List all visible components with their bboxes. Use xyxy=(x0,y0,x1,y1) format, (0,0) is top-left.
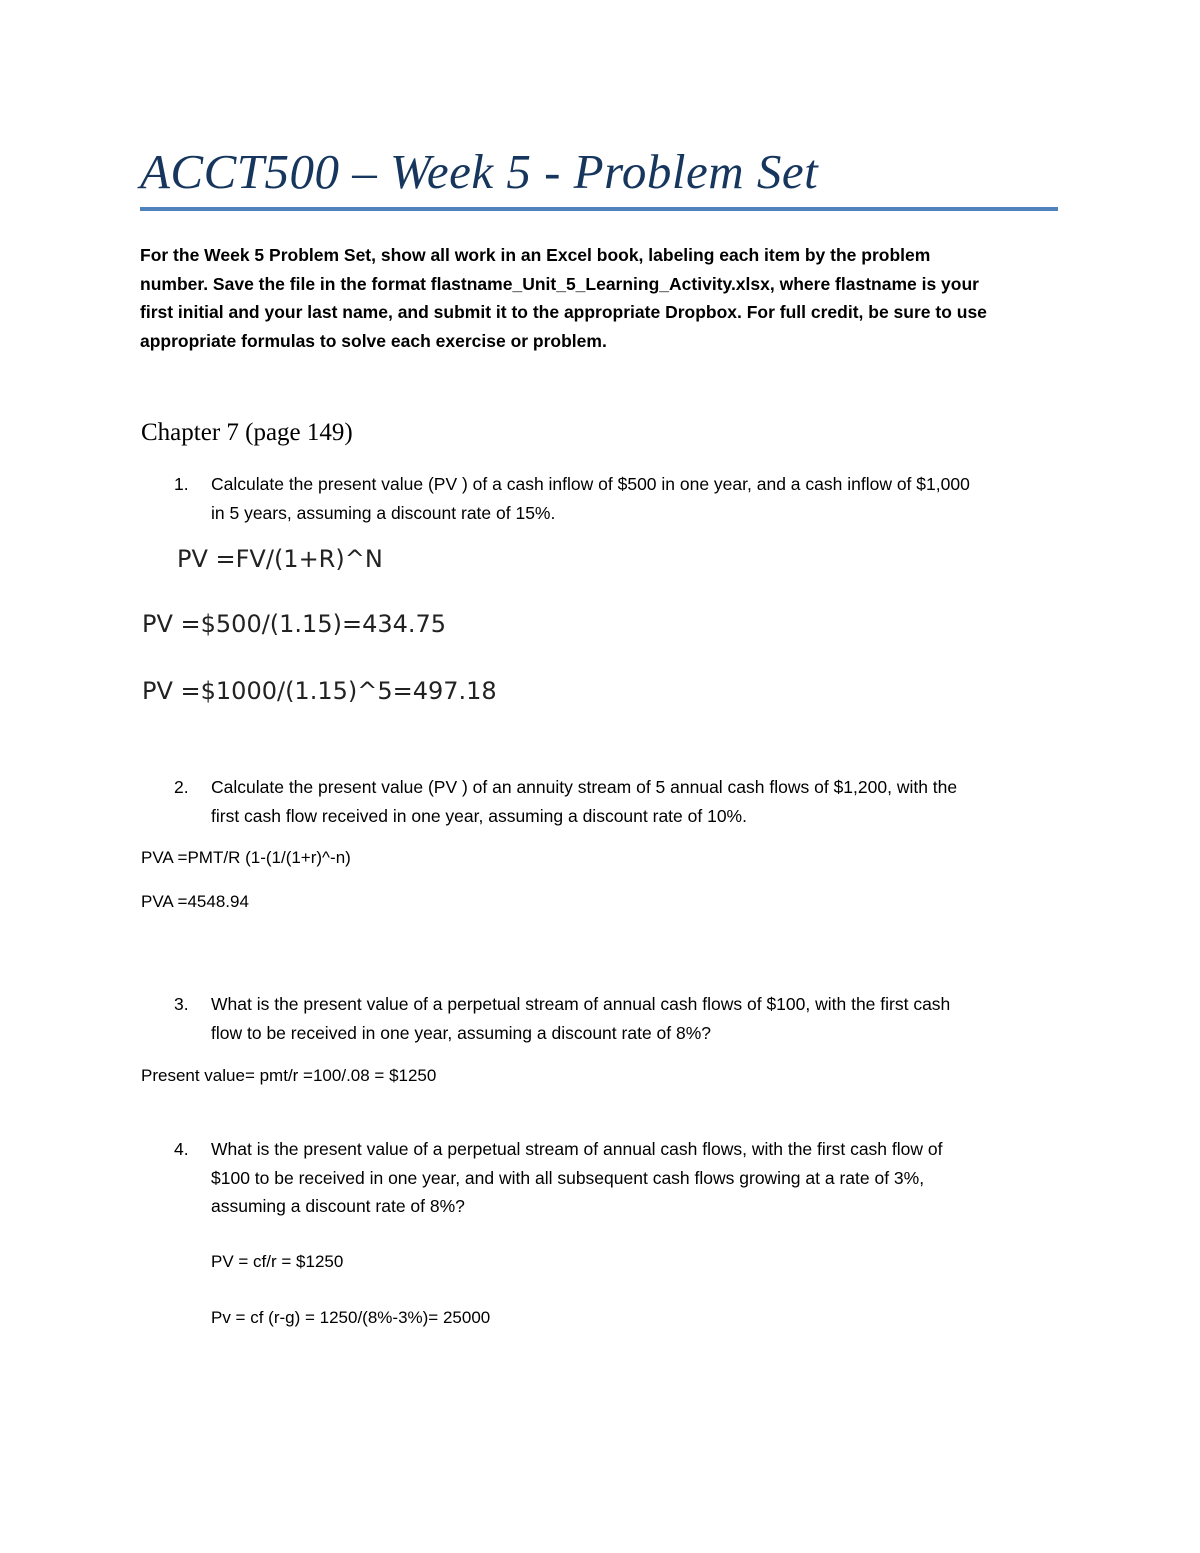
intro-line: first initial and your last name, and submit it to the appropriate Dropbox. For full credit, be sure to use xyxy=(140,302,987,322)
answer-line: PVA =4548.94 xyxy=(141,892,249,911)
question-text xyxy=(211,990,950,1047)
question-line: assuming a discount rate of 8%? xyxy=(211,1196,465,1216)
answer-line: PV =$1000/(1.15)^5=497.18 xyxy=(142,677,497,705)
question-line: $100 to be received in one year, and with all subsequent cash flows growing at a rate of 3%, xyxy=(211,1167,925,1188)
question-line: first cash flow received in one year, assuming a discount rate of 10%. xyxy=(211,805,747,826)
answer-line: PV =$500/(1.15)=434.75 xyxy=(142,610,447,638)
document-title: ACCT500 – Week 5 - Problem Set xyxy=(140,144,819,199)
question-number: 3. xyxy=(174,994,189,1014)
question-text xyxy=(211,1135,942,1221)
question-text xyxy=(211,773,957,830)
question-line: flow to be received in one year, assuming a discount rate of 8%? xyxy=(211,1022,712,1043)
intro-paragraph xyxy=(140,241,1070,355)
question-line: Calculate the present value (PV ) of an annuity stream of 5 annual cash flows of $1,200, with the xyxy=(211,777,958,797)
intro-line: number. Save the file in the format flastname_Unit_5_Learning_Activity.xlsx, where flastname is your xyxy=(140,273,979,294)
chapter-heading: Chapter 7 (page 149) xyxy=(141,419,353,446)
question-number: 4. xyxy=(174,1139,189,1159)
question-line: in 5 years, assuming a discount rate of 15%. xyxy=(211,502,556,523)
question-text xyxy=(211,470,970,527)
intro-line: appropriate formulas to solve each exercise or problem. xyxy=(140,330,607,351)
answer-formula: PV =FV/(1+R)^N xyxy=(177,545,383,573)
intro-line: For the Week 5 Problem Set, show all work in an Excel book, labeling each item by the problem xyxy=(140,245,931,265)
title-underline xyxy=(140,207,1058,211)
question-line: What is the present value of a perpetual stream of annual cash flows of $100, with the first cash xyxy=(211,994,951,1014)
question-line: Calculate the present value (PV ) of a cash inflow of $500 in one year, and a cash inflow of $1,000 xyxy=(211,474,970,494)
question-number: 1. xyxy=(174,474,189,494)
answer-line: Pv = cf (r-g) = 1250/(8%-3%)= 25000 xyxy=(211,1308,491,1327)
question-number: 2. xyxy=(174,777,189,797)
answer-line: Present value= pmt/r =100/.08 = $1250 xyxy=(141,1066,437,1085)
answer-line: PV = cf/r = $1250 xyxy=(211,1252,344,1271)
question-line: What is the present value of a perpetual stream of annual cash flows, with the first cash flow of xyxy=(211,1139,943,1159)
answer-formula: PVA =PMT/R (1-(1/(1+r)^-n) xyxy=(141,848,351,867)
